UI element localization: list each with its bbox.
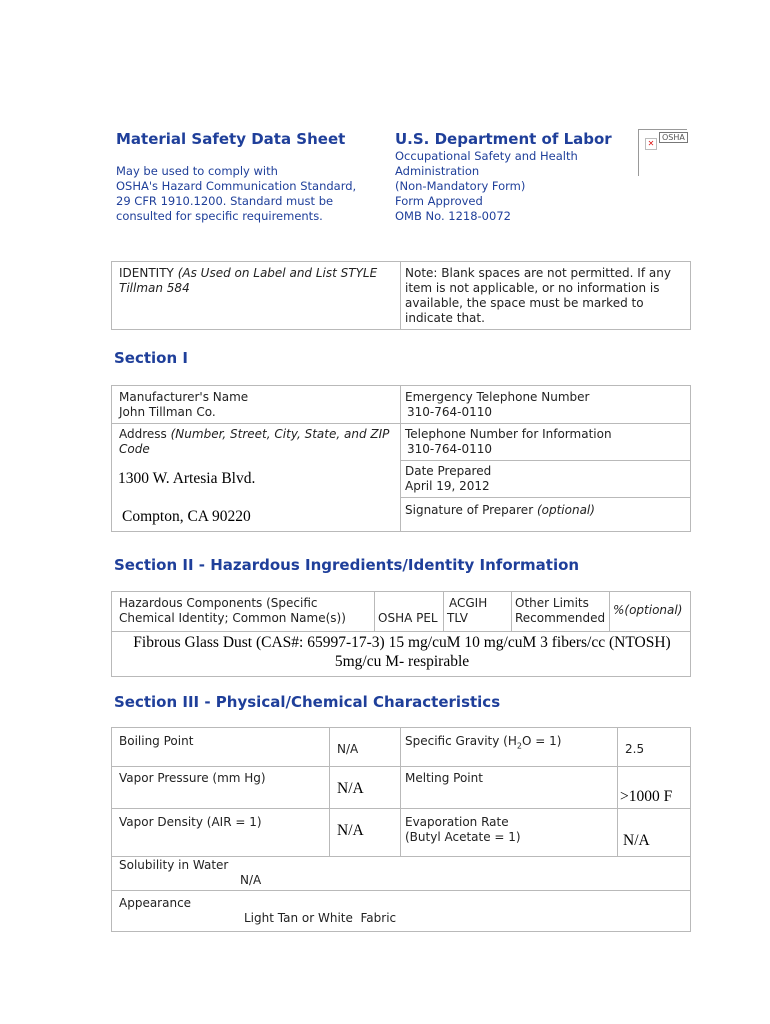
agency-line: OMB No. 1218-0072 xyxy=(395,209,511,223)
address-line-2: Compton, CA 90220 xyxy=(122,508,251,525)
manufacturer-value: John Tillman Co. xyxy=(119,405,216,419)
ingredient-row xyxy=(118,633,686,671)
appearance-value: Light Tan or White Fabric xyxy=(244,911,397,925)
agency-line: Administration xyxy=(395,164,480,178)
tlv-header-line: TLV xyxy=(447,611,468,625)
agency-line: Form Approved xyxy=(395,194,483,208)
solubility-value: N/A xyxy=(240,873,262,887)
acgih-tlv-header xyxy=(447,596,487,626)
specific-gravity-value: 2.5 xyxy=(625,742,645,756)
info-phone-value: 310-764-0110 xyxy=(407,442,493,456)
compliance-line: consulted for specific requirements. xyxy=(116,209,323,223)
solubility-label: Solubility in Water xyxy=(119,858,229,872)
compliance-note xyxy=(116,164,356,224)
evaporation-rate-value: N/A xyxy=(623,832,650,849)
signature-label: Signature of Preparer xyxy=(405,503,534,517)
compliance-line: OSHA's Hazard Communication Standard, xyxy=(116,179,357,193)
identity-hint: (As Used on Label and List STYLE xyxy=(177,266,378,280)
note-line: available, the space must be marked to xyxy=(405,296,644,310)
components-header-line: Hazardous Components (Specific xyxy=(119,596,318,610)
vapor-pressure-value: N/A xyxy=(337,780,364,797)
specific-gravity-label xyxy=(405,734,561,753)
form-title: Material Safety Data Sheet xyxy=(116,130,346,148)
emergency-phone-field xyxy=(405,390,589,420)
appearance-label: Appearance xyxy=(119,896,192,910)
broken-image-icon: ✕ xyxy=(645,138,657,150)
acgih-header-line: ACGIH xyxy=(449,596,488,610)
osha-pel-header: OSHA PEL xyxy=(378,611,438,625)
identity-field xyxy=(119,266,377,296)
note-line: Note: Blank spaces are not permitted. If any xyxy=(405,266,671,280)
manufacturer-field xyxy=(119,390,248,420)
date-prepared-value: April 19, 2012 xyxy=(405,479,490,493)
section-3-title: Section III - Physical/Chemical Characteristics xyxy=(114,693,501,711)
department-title: U.S. Department of Labor xyxy=(395,130,612,148)
boiling-point-value: N/A xyxy=(337,742,359,756)
melting-point-value: >1000 F xyxy=(620,788,673,805)
osha-logo-placeholder xyxy=(638,129,687,176)
address-hint-2: Code xyxy=(119,442,150,456)
signature-hint: (optional) xyxy=(536,503,595,517)
address-field xyxy=(119,427,389,457)
section-2-title: Section II - Hazardous Ingredients/Identity Information xyxy=(114,556,580,574)
other-limits-header xyxy=(515,596,605,626)
note-line: item is not applicable, or no information is xyxy=(405,281,660,295)
evap-label-line: (Butyl Acetate = 1) xyxy=(405,830,521,844)
ingredient-line: Fibrous Glass Dust (CAS#: 65997-17-3) 15 mg/cuM 10 mg/cuM 3 fibers/cc (NTOSH) xyxy=(133,634,671,651)
agency-line: (Non-Mandatory Form) xyxy=(395,179,526,193)
info-phone-field xyxy=(405,427,612,457)
other-limits-line: Other Limits xyxy=(515,596,589,610)
agency-info xyxy=(395,149,578,224)
gravity-label-post: O = 1) xyxy=(521,734,562,748)
components-header-line: Chemical Identity; Common Name(s)) xyxy=(119,611,346,625)
compliance-line: 29 CFR 1910.1200. Standard must be xyxy=(116,194,334,208)
boiling-point-label: Boiling Point xyxy=(119,734,194,748)
address-label: Address xyxy=(119,427,167,441)
address-line-1: 1300 W. Artesia Blvd. xyxy=(118,470,256,487)
vapor-density-value: N/A xyxy=(337,822,364,839)
evap-label-line: Evaporation Rate xyxy=(405,815,509,829)
gravity-subscript: 2 xyxy=(516,741,522,751)
evaporation-rate-label xyxy=(405,815,521,845)
info-phone-label: Telephone Number for Information xyxy=(405,427,612,441)
vapor-density-label: Vapor Density (AIR = 1) xyxy=(119,815,262,829)
emergency-phone-label: Emergency Telephone Number xyxy=(405,390,590,404)
date-prepared-label: Date Prepared xyxy=(405,464,492,478)
percent-header: %(optional) xyxy=(613,603,683,617)
signature-field xyxy=(405,503,595,518)
agency-line: Occupational Safety and Health xyxy=(395,149,578,163)
date-prepared-field xyxy=(405,464,491,494)
section-1-title: Section I xyxy=(114,349,188,367)
manufacturer-label: Manufacturer's Name xyxy=(119,390,249,404)
identity-label: IDENTITY xyxy=(119,266,174,280)
vapor-pressure-label: Vapor Pressure (mm Hg) xyxy=(119,771,266,785)
ingredient-line: 5mg/cu M- respirable xyxy=(334,653,470,670)
melting-point-label: Melting Point xyxy=(405,771,483,785)
components-header xyxy=(119,596,346,626)
recommended-line: Recommended xyxy=(515,611,606,625)
emergency-phone-value: 310-764-0110 xyxy=(407,405,493,419)
gravity-label-pre: Specific Gravity (H xyxy=(405,734,517,748)
logo-text: OSHA xyxy=(659,132,688,143)
address-hint: (Number, Street, City, State, and ZIP xyxy=(170,427,390,441)
identity-value: Tillman 584 xyxy=(119,281,190,295)
note-line: indicate that. xyxy=(405,311,485,325)
blank-space-note xyxy=(405,266,671,326)
compliance-line: May be used to comply with xyxy=(116,164,278,178)
